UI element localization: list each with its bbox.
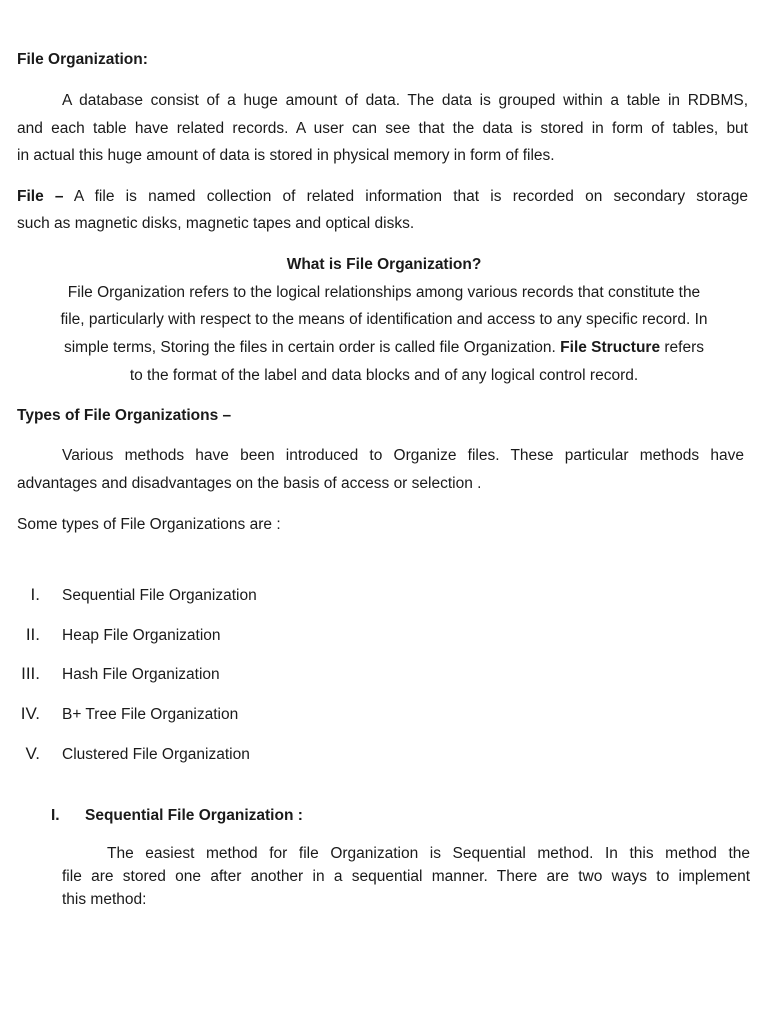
what-is-line-text: simple terms, Storing the files in certain order is called file Organization. <box>63 339 561 356</box>
types-line: advantages and disadvantages on the basis of access or selection . <box>17 475 482 492</box>
types-heading: Types of File Organizations – <box>17 407 232 424</box>
section-line: The easiest method for file Organization is Sequential method. In this method the <box>107 845 750 862</box>
what-is-line: file, particularly with respect to the means of identification and access to any specific record. In <box>60 311 708 328</box>
intro-line: A database consist of a huge amount of data. The data is grouped within a table in RDBMS, <box>62 92 748 109</box>
file-structure-term: File Structure <box>560 339 661 356</box>
list-item-text: Clustered File Organization <box>62 746 250 763</box>
section-line: file are stored one after another in a sequential manner. There are two ways to implement <box>62 868 750 885</box>
intro-line: in actual this huge amount of data is stored in physical memory in form of files. <box>17 147 555 164</box>
list-item-number: III. <box>21 664 40 683</box>
section-title: Sequential File Organization : <box>85 807 303 824</box>
file-structure-text: refers <box>660 339 705 356</box>
what-is-line: to the format of the label and data blocks and of any logical control record. <box>129 367 639 384</box>
types-line: Various methods have been introduced to Organize files. These particular methods have <box>62 447 744 464</box>
file-term: File – <box>17 188 64 205</box>
list-item-number: II. <box>25 625 40 644</box>
intro-line: and each table have related records. A user can see that the data is stored in form of tables, but <box>17 120 748 137</box>
list-item-number: V. <box>25 744 40 763</box>
file-definition-line: such as magnetic disks, magnetic tapes and optical disks. <box>17 215 415 232</box>
list-item-text: Hash File Organization <box>62 666 220 683</box>
list-item-text: Heap File Organization <box>62 627 221 644</box>
page-heading: File Organization: <box>17 51 148 68</box>
some-types-text: Some types of File Organizations are : <box>17 516 281 533</box>
list-item-number: IV. <box>20 704 40 723</box>
list-item-text: Sequential File Organization <box>62 587 257 604</box>
list-item-text: B+ Tree File Organization <box>62 706 239 723</box>
list-item-number: I. <box>30 585 40 604</box>
section-number: I. <box>51 807 60 824</box>
section-line: this method: <box>62 891 147 908</box>
file-definition-line <box>17 187 748 207</box>
what-is-line <box>0 338 768 358</box>
file-definition-text: A file is named collection of related information that is recorded on secondary storage <box>63 188 748 205</box>
what-is-line: File Organization refers to the logical relationships among various records that constitute the <box>67 284 701 301</box>
what-is-heading: What is File Organization? <box>286 256 482 273</box>
